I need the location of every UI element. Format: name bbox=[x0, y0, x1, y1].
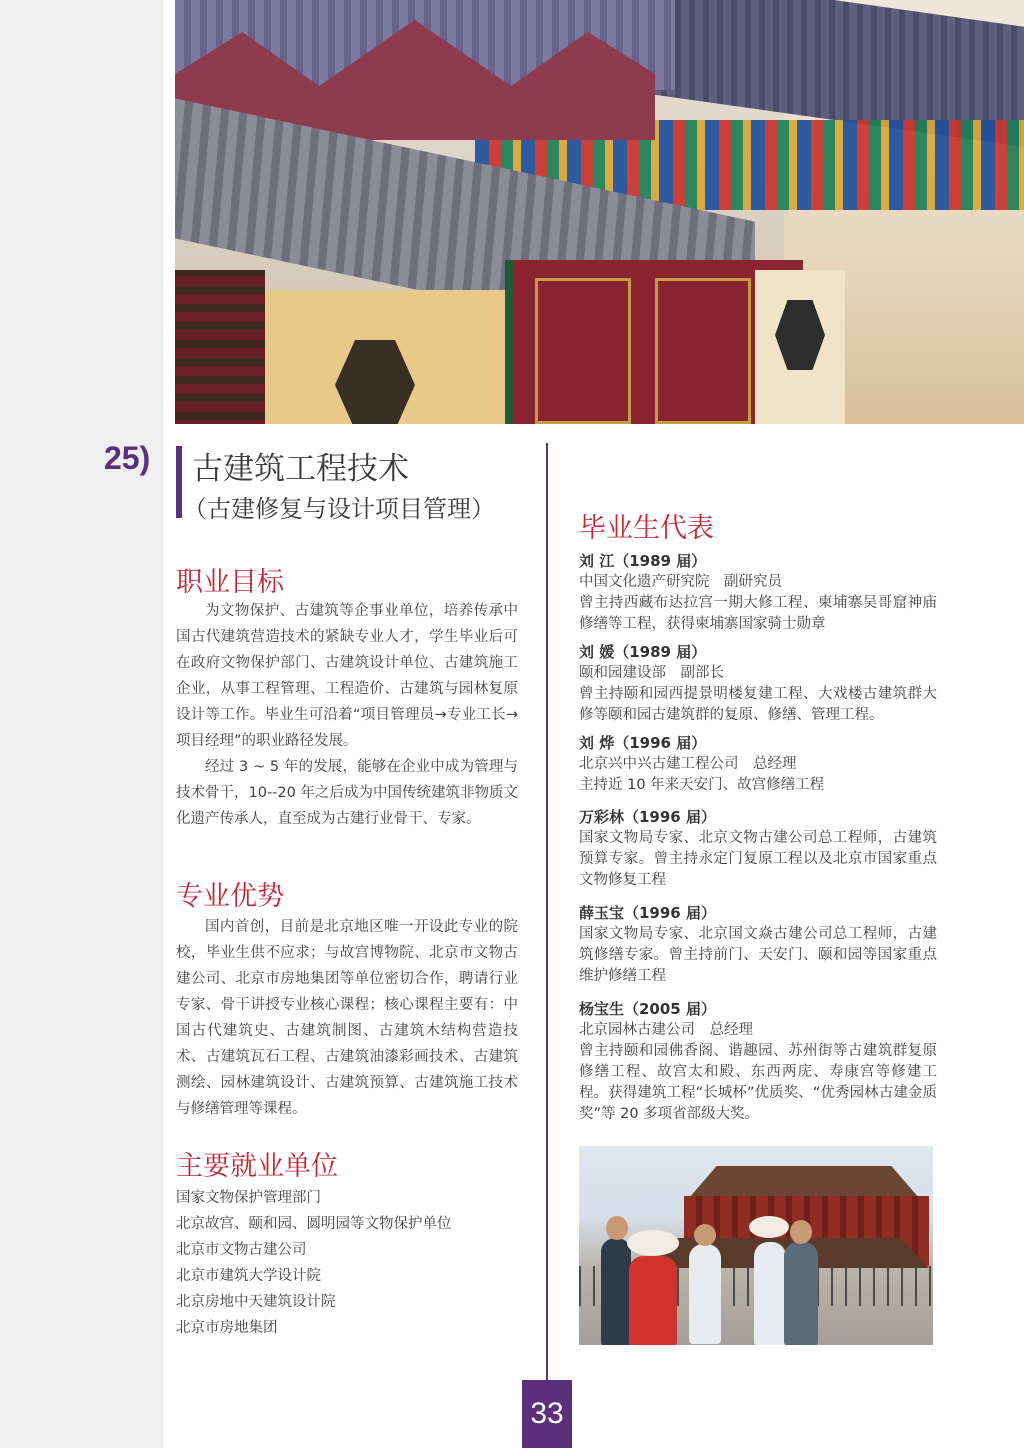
page-number: 33 bbox=[522, 1380, 572, 1448]
alumni-desc: 曾主持颐和园佛香阁、谐趣园、苏州街等古建筑群复原修缮工程、故宫太和殿、东西两庑、寿康宫等修建工程。获得建筑工程“长城杯”优质奖、“优秀园林古建金质奖”等 20 多项省部级大奖。 bbox=[579, 1043, 937, 1122]
alumni-desc: 曾主持颐和园西提景明楼复建工程、大戏楼古建筑群大修等颐和园古建筑群的复原、修缮、管理工程。 bbox=[579, 686, 937, 723]
top-photo-ancient-architecture-model bbox=[175, 0, 1024, 424]
advantage-paragraph: 国内首创，目前是北京地区唯一开设此专业的院校，毕业生供不应求；与故宫博物院、北京市文物古建公司、北京市房地集团等单位密切合作，聘请行业专家、骨干讲授专业核心课程；核心课程主要有：中国古代建筑史、古建筑制图、古建筑木结构营造技术、古建筑瓦石工程、古建筑油漆彩画技术、古建筑测绘、园林建筑设计、古建筑预算、古建筑施工技术与修缮管理等课程。 bbox=[176, 919, 518, 1117]
list-item: 北京市文物古建公司 bbox=[176, 1242, 307, 1258]
page-title: 古建筑工程技术 bbox=[192, 451, 409, 487]
bottom-photo-site-visit bbox=[579, 1146, 933, 1345]
advantage-heading: 专业优势 bbox=[176, 881, 284, 912]
alumni-org: 北京园林古建公司 总经理 bbox=[579, 1022, 753, 1038]
employers-heading: 主要就业单位 bbox=[176, 1151, 338, 1182]
page-subtitle: （古建修复与设计项目管理） bbox=[183, 495, 495, 523]
list-item: 国家文物保护管理部门 bbox=[176, 1190, 321, 1206]
section-number: 25) bbox=[104, 440, 151, 476]
alumni-desc: 国家文物局专家、北京国文焱古建公司总工程师，古建筑修缮专家。曾主持前门、天安门、颐和园等国家重点维护修缮工程 bbox=[579, 926, 937, 984]
alumni-desc: 国家文物局专家、北京文物古建公司总工程师，古建筑预算专家。曾主持永定门复原工程以及北京市国家重点文物修复工程 bbox=[579, 830, 937, 888]
side-strip bbox=[0, 0, 163, 1448]
alumni-name: 刘 江（1989 届） bbox=[579, 552, 707, 570]
alumni-name: 刘 媛（1989 届） bbox=[579, 643, 707, 661]
alumni-org: 北京兴中兴古建工程公司 总经理 bbox=[579, 756, 797, 772]
list-item: 北京市建筑大学设计院 bbox=[176, 1268, 321, 1284]
career-paragraph-1: 为文物保护、古建筑等企事业单位，培养传承中国古代建筑营造技术的紧缺专业人才，学生毕业后可在政府文物保护部门、古建筑设计单位、古建筑施工企业，从事工程管理、工程造价、古建筑与园林复原设计等工作。毕业生可沿着“项目管理员→专业工长→项目经理”的职业路径发展。 bbox=[176, 603, 518, 749]
alumni-name: 薛玉宝（1996 届） bbox=[579, 904, 716, 922]
list-item: 北京房地中天建筑设计院 bbox=[176, 1294, 336, 1310]
alumni-entry bbox=[579, 551, 937, 635]
employers-list bbox=[176, 1185, 452, 1341]
alumni-org: 中国文化遗产研究院 副研究员 bbox=[579, 574, 782, 590]
list-item: 北京市房地集团 bbox=[176, 1320, 278, 1336]
alumni-entry bbox=[579, 903, 937, 987]
alumni-heading: 毕业生代表 bbox=[579, 513, 714, 544]
career-paragraph-2: 经过 3 ~ 5 年的发展，能够在企业中成为管理与技术骨干，10--20 年之后成为中国传统建筑非物质文化遗产传承人，直至成为古建行业骨干、专家。 bbox=[176, 759, 518, 827]
alumni-desc: 曾主持西藏布达拉宫一期大修工程、柬埔寨吴哥窟神庙修缮等工程，获得柬埔寨国家骑士勋章 bbox=[579, 595, 937, 632]
list-item: 北京故宫、颐和园、圆明园等文物保护单位 bbox=[176, 1216, 452, 1232]
alumni-entry bbox=[579, 733, 937, 796]
alumni-entry bbox=[579, 999, 937, 1125]
alumni-entry bbox=[579, 807, 937, 891]
alumni-org: 颐和园建设部 副部长 bbox=[579, 665, 724, 681]
career-heading: 职业目标 bbox=[176, 567, 284, 598]
alumni-name: 万彩林（1996 届） bbox=[579, 808, 716, 826]
alumni-name: 杨宝生（2005 届） bbox=[579, 1000, 716, 1018]
alumni-entry bbox=[579, 642, 937, 726]
title-accent-bar bbox=[176, 446, 182, 518]
column-divider bbox=[546, 443, 548, 1380]
alumni-desc: 主持近 10 年来天安门、故宫修缮工程 bbox=[579, 777, 825, 793]
alumni-name: 刘 烨（1996 届） bbox=[579, 734, 707, 752]
